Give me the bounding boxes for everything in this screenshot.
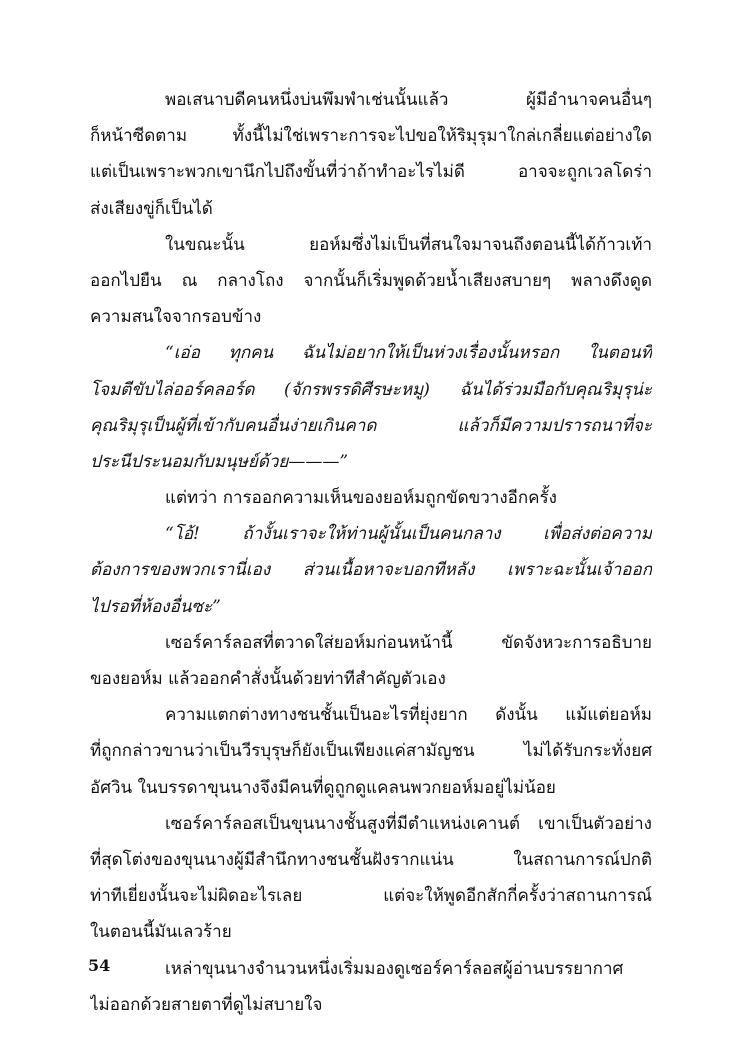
paragraph-first-line: พอเสนาบดีคนหนึ่งบ่นพึมพำเช่นนั้นแล้ว ผู้มีอำนาจคนอื่นๆ <box>165 90 652 110</box>
text-line: ที่สุดโต่งของขุนนางผู้มีสำนึกทางชนชั้นฝังรากแน่น ในสถานการณ์ปกติ <box>90 849 652 870</box>
text-line: ที่ถูกกล่าวขานว่าเป็นวีรบุรุษก็ยังเป็นเพียงแค่สามัญชน ไม่ได้รับกระทั่งยศ <box>90 741 652 762</box>
text-line: ของยอห์ม แล้วออกคำสั่งนั้นด้วยท่าทีสำคัญตัวเอง <box>90 669 446 689</box>
paragraph-first-line: “โอ้! ถ้างั้นเราจะให้ท่านผู้นั้นเป็นคนกลาง เพื่อส่งต่อความ <box>165 524 652 545</box>
text-line: โจมตีขับไล่ออร์คลอร์ด (จักรพรรดิศีรษะหมู) ฉันได้ร่วมมือกับคุณริมุรุน่ะ <box>90 379 652 400</box>
text-line: ต้องการของพวกเรานี่เอง ส่วนเนื้อหาจะบอกทีหลัง เพราะฉะนั้นเจ้าออก <box>90 560 652 581</box>
paragraph-first-line: เซอร์คาร์ลอสที่ตวาดใส่ยอห์มก่อนหน้านี้ ขัดจังหวะการอธิบาย <box>165 632 652 653</box>
text-line: อัศวิน ในบรรดาขุนนางจึงมีคนที่ดูถูกดูแคลนพวกยอห์มอยู่ไม่น้อย <box>90 777 556 798</box>
page-number: 54 <box>88 956 111 975</box>
text-line: ในตอนนี้มันเลวร้าย <box>90 922 232 943</box>
text-line: ก็หน้าซีดตาม ทั้งนี้ไม่ใช่เพราะการจะไปขอให้ริมุรุมาใกล่เกลี่ยแต่อย่างใด <box>90 126 652 147</box>
text-line: ไปรอที่ห้องอื่นซะ” <box>90 596 221 617</box>
paragraph-first-line: ในขณะนั้น ยอห์มซึ่งไม่เป็นที่สนใจมาจนถึงตอนนี้ได้ก้าวเท้า <box>165 234 652 255</box>
page-body <box>90 82 652 1023</box>
text-line: ออกไปยืน ณ กลางโถง จากนั้นก็เริ่มพูดด้วยน้ำเสียงสบายๆ พลางดึงดูด <box>90 270 652 291</box>
paragraph-first-line: “เอ่อ ทุกคน ฉันไม่อยากให้เป็นห่วงเรื่องนั้นหรอก ในตอนที่ <box>165 343 652 364</box>
text-line: ความสนใจจากรอบข้าง <box>90 307 262 328</box>
text-line: ไม่ออกด้วยสายตาที่ดูไม่สบายใจ <box>90 994 323 1015</box>
paragraph-first-line: เหล่าขุนนางจำนวนหนึ่งเริ่มมองดูเซอร์คาร์ลอสผู้อ่านบรรยากาศ <box>165 958 624 979</box>
text-line: แต่เป็นเพราะพวกเขานึกไปถึงขั้นที่ว่าถ้าทำอะไรไม่ดี อาจจะถูกเวลโดร่า <box>90 162 652 183</box>
text-line: ประนีประนอมกับมนุษย์ด้วย———” <box>90 451 349 472</box>
paragraph-first-line: เซอร์คาร์ลอสเป็นขุนนางชั้นสูงที่มีตำแหน่งเคานต์ เขาเป็นตัวอย่าง <box>165 813 652 834</box>
paragraph-first-line: แต่ทว่า การออกความเห็นของยอห์มถูกขัดขวางอีกครั้ง <box>165 488 557 509</box>
text-line: ส่งเสียงขู่ก็เป็นได้ <box>90 198 213 219</box>
text-line: ท่าทีเยี่ยงนั้นจะไม่ผิดอะไรเลย แต่จะให้พูดอีกสักกี่ครั้งว่าสถานการณ์ <box>90 886 652 907</box>
text-line: คุณริมุรุเป็นผู้ที่เข้ากับคนอื่นง่ายเกินคาด แล้วก็มีความปรารถนาที่จะ <box>90 415 652 436</box>
paragraph-first-line: ความแตกต่างทางชนชั้นเป็นอะไรที่ยุ่งยาก ดังนั้น แม้แต่ยอห์ม <box>165 705 652 726</box>
